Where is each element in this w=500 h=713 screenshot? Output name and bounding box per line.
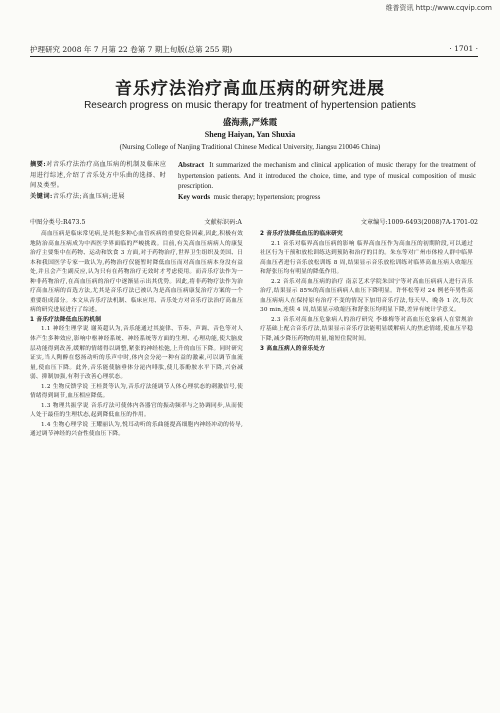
- title-english: Research progress on music therapy for treatment of hypertension patients: [84, 100, 416, 111]
- header-rule: [30, 56, 478, 57]
- body-paragraph: 2.3 音乐对高血压危象病人的治疗研究 李雄梅等对高血压危象病人在常规治疗基础上配合音乐疗法,结果显示音乐疗法能明显缓解病人的焦虑情绪,使血压平稳下降,减少降压药物的用量,缩短住院时间。: [260, 316, 473, 343]
- classification-row: [30, 217, 478, 226]
- authors-english: Sheng Haiyan, Yan Shuxia: [204, 130, 296, 139]
- running-header: [30, 44, 478, 55]
- keywords-en-label: Key words: [178, 192, 211, 201]
- section-heading: 3 高血压病人的音乐处方: [260, 345, 326, 352]
- body-paragraph: 1.3 物理共振学说 音乐疗法可使体内各器官的振动频率与之协调同步,从而使人处于最佳的生理状态,起到降低血压的作用。: [30, 402, 243, 419]
- body-column-right: [260, 230, 473, 354]
- body-paragraph: 2.1 音乐对临界高血压病的影响 临界高血压作为高血压的初期阶段,可以通过社区行为干预和放松训练达到预防和治疗的目的。朱东等对广州市体检人群中临界高血压者进行音乐放松训练 8 周,结果显示音乐放松训练对临界高血压病人收缩压和舒张压均有明显的降低作用。: [260, 240, 473, 276]
- keywords-cn-label: 关键词:: [30, 192, 53, 200]
- abstract-en-text: It summarized the mechanism and clinical application of music therapy for the treatment of hypertension patients. And it introduced the choice, time, and type of musical composition of music prescription.: [178, 161, 477, 190]
- body-paragraph: 1.1 神经生理学说 谢英超认为,音乐能通过其旋律、节奏、声调、音色等对人体产生多种效应,影响中枢神经系统、神经系统等方面的生理、心理功能,使大脑皮层功能得到改善,缓解的情绪得以调整,紧张的神经松弛,上升的血压下降。同时研究证实,当人陶醉在悠扬动听的乐声中时,体内会分泌一种有益的激素,可以调节血流量,使血压下降。此外,音乐能使脑垂体分泌内啡肽,使儿茶酚胺水平下降,兴奋减弱、抑制加强,有利于改善心理状态。: [30, 326, 243, 381]
- title-chinese: 音乐疗法治疗高血压病的研究进展: [115, 79, 385, 99]
- journal-info: 护理研究 2008 年 7 月第 22 卷第 7 期上旬版(总第 255 期): [30, 45, 233, 54]
- body-paragraph: 1.2 生物反馈学说 王桂贤等认为,音乐疗法能调节人体心理状态的刺激信号,使情绪得到调节,血压相应降低。: [30, 383, 243, 400]
- body-column-left: [30, 230, 243, 440]
- article-number: 文章编号:1009-6493(2008)7A-1701-02: [360, 219, 478, 226]
- abstract-cn-text: 对音乐疗法治疗高血压病的机制及临床应用进行综述,介绍了音乐处方中乐曲的选择、时间及类型。: [30, 161, 167, 189]
- keywords-en: music therapy; hypertension; progress: [213, 192, 321, 201]
- clc-number: 中图分类号:R473.5: [30, 219, 86, 226]
- section-heading: 2 音乐疗法降低血压的临床研究: [260, 231, 343, 237]
- abstract-cn-label: 摘要:: [30, 161, 47, 168]
- abstract-english: [178, 160, 476, 202]
- affiliation: (Nursing College of Nanjing Traditional Chinese Medical University, Jiangsu 210046 China): [119, 143, 381, 151]
- watermark: 维普资讯 http://www.cqvip.com: [385, 4, 492, 12]
- abstract-en-label: Abstract: [178, 161, 205, 169]
- section-heading: 1 音乐疗法降低血压的机制: [30, 316, 102, 323]
- body-paragraph: 2.2 音乐对高血压病的治疗 南京艺术学院朱国宁等对高血压病病人进行音乐治疗,结果显示 85%的高血压病病人血压下降明显。许怀松等对 24 例老年男性高血压病病人在保持原有治疗不变的情况下加用音乐疗法,每天早、晚各 1 次,每次 30 min,连续 4 周,结果显示收缩压和舒张压均明显下降,差异有统计学意义。: [260, 278, 473, 314]
- abstract-chinese: [30, 160, 168, 202]
- body-paragraph: 1.4 生物心理学说 王耀丽认为,悦耳动听的乐曲能提高细胞内神经冲动的传导,通过调节神经的兴奋性使血压下降。: [30, 421, 243, 438]
- doc-code: 文献标识码:A: [204, 219, 242, 226]
- page-number: · 1701 ·: [449, 44, 478, 53]
- authors-chinese: 盛海燕,严姝霞: [222, 118, 278, 128]
- keywords-cn: 音乐疗法;高血压病;进展: [52, 192, 125, 200]
- body-paragraph: 高血压病是临床常见病,是其他多种心血管疾病的重要危险因素,因此,积极有效地防治高血压病成为中西医学界面临的严峻挑战。目前,有关高血压病病人的康复治疗主要集中在药物、运动和饮食 3 方面,对于药物治疗,世界卫生组织及美国、日本和我国医学专家一致认为,药物治疗仅能暂时降低血压而对高血压病本身没有益处,并且会产生副反应,认为只有在药物治疗无效时才考虑使用。而音乐疗法作为一种非药物治疗,在高血压病的治疗中逐渐显示出其优势。因此,将非药物疗法作为治疗高血压病的首选方法,尤其是音乐疗法已被认为是高血压病康复治疗方案的一个重要组成部分。本文从音乐疗法机制、临床应用、音乐处方对音乐疗法治疗高血压病的研究进展进行了综述。: [30, 231, 243, 314]
